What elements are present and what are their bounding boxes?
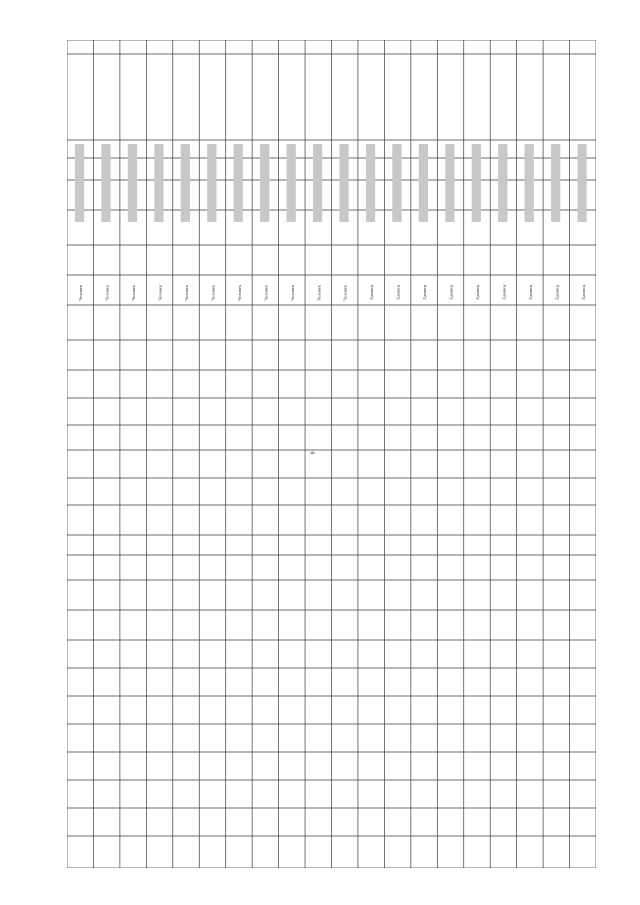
illegible-text [472,144,481,222]
unit-label: Человек [263,285,269,301]
document-table [67,40,596,868]
unit-label: Человек [289,285,295,301]
unit-label: Единиц [527,285,533,300]
unit-label: Единиц [448,285,454,300]
illegible-text [366,144,375,222]
illegible-text [207,144,216,222]
unit-label: Единиц [422,285,428,300]
unit-label: Единиц [369,285,375,300]
illegible-text [551,144,560,222]
unit-label: Человек [236,285,242,301]
illegible-text [181,144,190,222]
unit-label: Единиц [501,285,507,300]
unit-label: Человек [316,285,322,301]
illegible-text [128,144,137,222]
unit-label: Человек [104,285,110,301]
illegible-text [101,144,110,222]
illegible-text [339,144,348,222]
illegible-text [234,144,243,222]
illegible-text [445,144,454,222]
illegible-text [577,144,586,222]
illegible-text [287,144,296,222]
illegible-text [75,144,84,222]
unit-label: Единиц [554,285,560,300]
unit-label: Человек [342,285,348,301]
illegible-text [525,144,534,222]
unit-label: Единиц [474,285,480,300]
illegible-text [260,144,269,222]
illegible-text [498,144,507,222]
illegible-text [313,144,322,222]
unit-label: Единиц [580,285,586,300]
illegible-text [154,144,163,222]
unit-label: Единиц [395,285,401,300]
illegible-text [419,144,428,222]
table-grid [67,40,596,868]
unit-label: Человек [157,285,163,301]
page-number: 8 [310,451,317,455]
unit-label: Человек [78,285,84,301]
unit-label: Человек [131,285,137,301]
unit-label: Человек [184,285,190,301]
illegible-text [392,144,401,222]
unit-label: Человек [210,285,216,301]
